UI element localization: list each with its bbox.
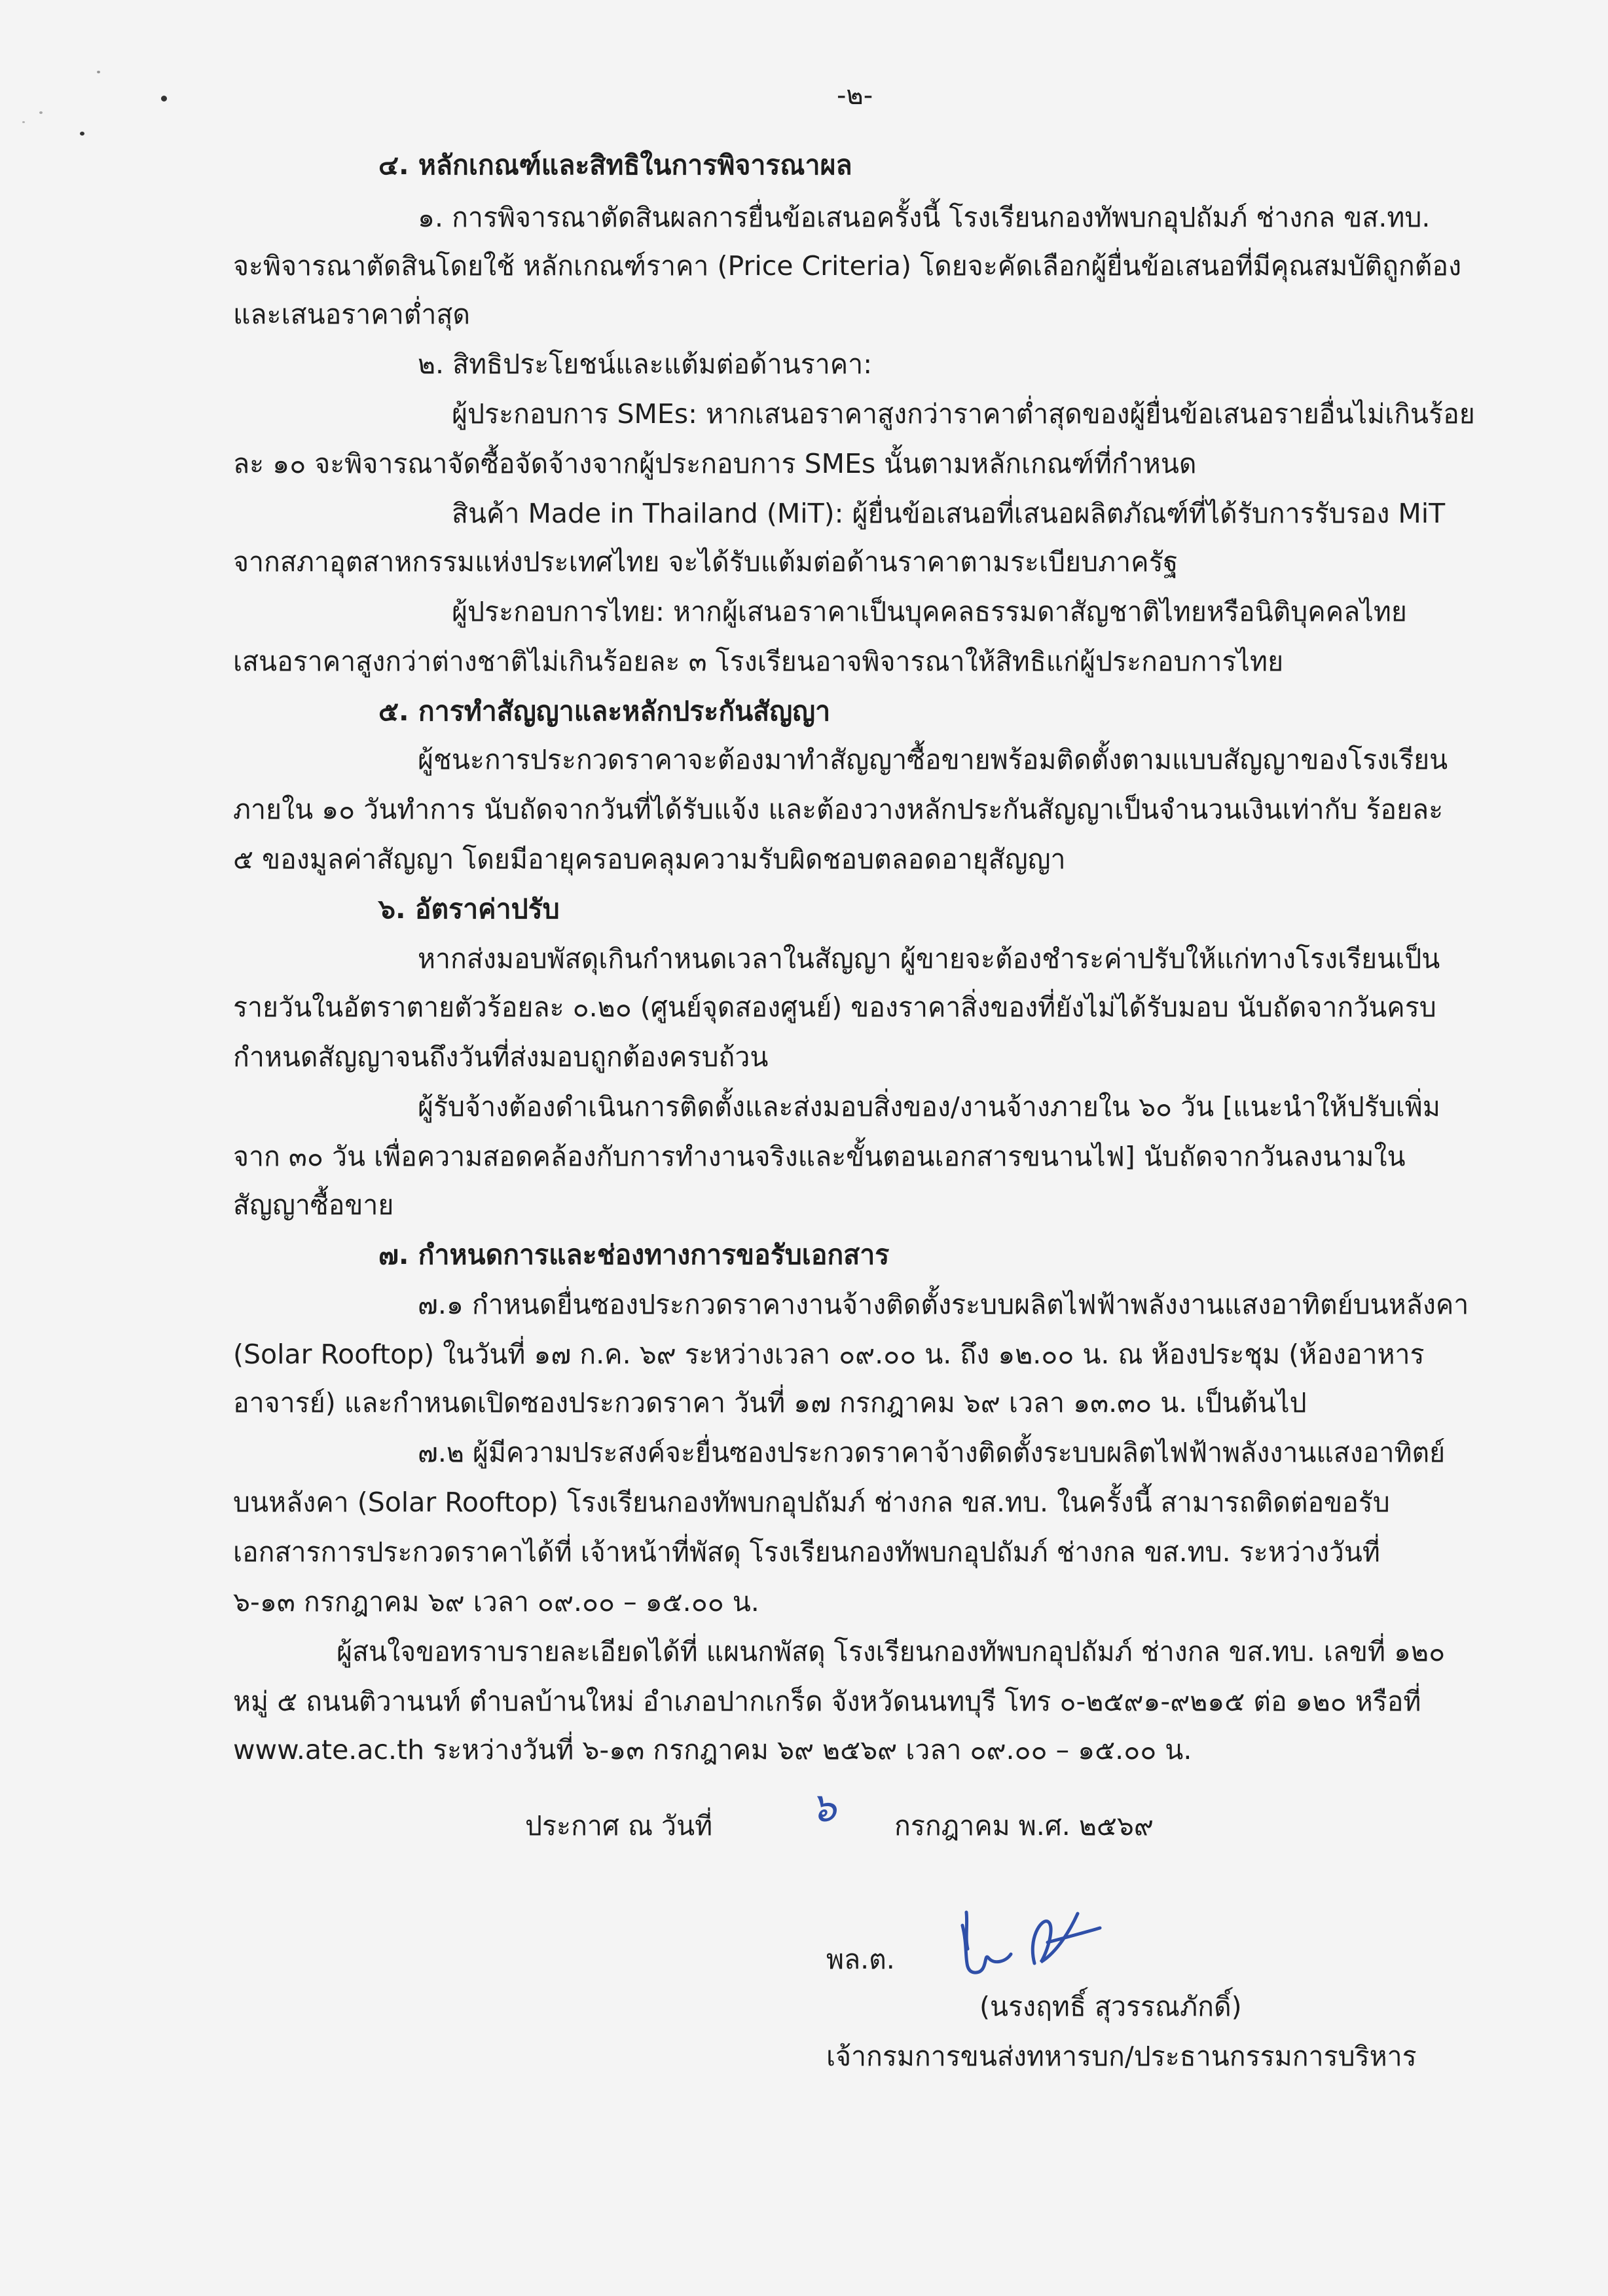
contact-line3: www.ate.ac.th ระหว่างวันที่ ๖-๑๓ กรกฎาคม ๖๙ ๒๕๖๙ เวลา ๐๙.๐๐ – ๑๕.๐๐ น. <box>233 1734 1192 1766</box>
s4-p1-line3: และเสนอราคาต่ำสุด <box>233 299 471 330</box>
handwritten-day: ๖ <box>811 1783 837 1831</box>
s7-p2-line3: เอกสารการประกวดราคาได้ที่ เจ้าหน้าที่พัสดุ โรงเรียนกองทัพบกอุปถัมภ์ ช่างกล ขส.ทบ. ระหว่างวันที่ <box>233 1536 1380 1568</box>
s6-p2-line3: สัญญาซื้อขาย <box>233 1189 394 1221</box>
s6-p1-line1: หากส่งมอบพัสดุเกินกำหนดเวลาในสัญญา ผู้ขายจะต้องชำระค่าปรับให้แก่ทางโรงเรียนเป็น <box>418 943 1440 974</box>
section-4-heading: ๔. หลักเกณฑ์และสิทธิในการพิจารณาผล <box>378 149 852 181</box>
s4-p1-line1: ๑. การพิจารณาตัดสินผลการยื่นข้อเสนอครั้งนี้ โรงเรียนกองทัพบกอุปถัมภ์ ช่างกล ขส.ทบ. <box>418 202 1431 233</box>
signature-position: เจ้ากรมการขนส่งทหารบก/ประธานกรรมการบริหาร <box>826 2041 1417 2072</box>
handwritten-signature <box>943 1899 1113 1984</box>
s7-p1-line2: (Solar Rooftop) ในวันที่ ๑๗ ก.ค. ๖๙ ระหว่างเวลา ๐๙.๐๐ น. ถึง ๑๒.๐๐ น. ณ ห้องประชุม (ห้องอาหาร <box>233 1339 1425 1370</box>
s4-p2-title: ๒. สิทธิประโยชน์และแต้มต่อด้านราคา: <box>418 348 873 380</box>
section-7-heading: ๗. กำหนดการและช่องทางการขอรับเอกสาร <box>378 1239 890 1270</box>
s4-thai-line1: ผู้ประกอบการไทย: หากผู้เสนอราคาเป็นบุคคลธรรมดาสัญชาติไทยหรือนิติบุคคลไทย <box>452 596 1407 627</box>
s7-p1-line1: ๗.๑ กำหนดยื่นซองประกวดราคางานจ้างติดตั้งระบบผลิตไฟฟ้าพลังงานแสงอาทิตย์บนหลังคา <box>418 1289 1469 1320</box>
announce-suffix: กรกฎาคม พ.ศ. ๒๕๖๙ <box>894 1810 1154 1842</box>
contact-line1: ผู้สนใจขอทราบรายละเอียดได้ที่ แผนกพัสดุ โรงเรียนกองทัพบกอุปถัมภ์ ช่างกล ขส.ทบ. เลขที่ ๑๒๐ <box>337 1636 1446 1667</box>
signature-name: (นรงฤทธิ์ สุวรรณภักดิ์) <box>979 1991 1242 2022</box>
s4-sme-line2: ละ ๑๐ จะพิจารณาจัดซื้อจัดจ้างจากผู้ประกอบการ SMEs นั้นตามหลักเกณฑ์ที่กำหนด <box>233 448 1197 479</box>
s5-line1: ผู้ชนะการประกวดราคาจะต้องมาทำสัญญาซื้อขายพร้อมติดตั้งตามแบบสัญญาของโรงเรียน <box>418 744 1448 775</box>
s6-p2-line2: จาก ๓๐ วัน เพื่อความสอดคล้องกับการทำงานจริงและขั้นตอนเอกสารขนานไฟ] นับถัดจากวันลงนามใน <box>233 1141 1406 1172</box>
s6-p2-line1: ผู้รับจ้างต้องดำเนินการติดตั้งและส่งมอบสิ่งของ/งานจ้างภายใน ๖๐ วัน [แนะนำให้ปรับเพิ่ม <box>418 1091 1440 1122</box>
s7-p2-line1: ๗.๒ ผู้มีความประสงค์จะยื่นซองประกวดราคาจ้างติดตั้งระบบผลิตไฟฟ้าพลังงานแสงอาทิตย์ <box>418 1437 1446 1468</box>
scan-dot <box>97 71 100 73</box>
s6-p1-line2: รายวันในอัตราตายตัวร้อยละ ๐.๒๐ (ศูนย์จุดสองศูนย์) ของราคาสิ่งของที่ยังไม่ได้รับมอบ นับถัดจากวันครบ <box>233 991 1436 1023</box>
page-number: -๒- <box>837 81 873 111</box>
s7-p1-line3: อาจารย์) และกำหนดเปิดซองประกวดราคา วันที่ ๑๗ กรกฎาคม ๖๙ เวลา ๑๓.๓๐ น. เป็นต้นไป <box>233 1387 1307 1418</box>
s4-thai-line2: เสนอราคาสูงกว่าต่างชาติไม่เกินร้อยละ ๓ โรงเรียนอาจพิจารณาให้สิทธิแก่ผู้ประกอบการไทย <box>233 646 1284 677</box>
s5-line2: ภายใน ๑๐ วันทำการ นับถัดจากวันที่ได้รับแจ้ง และต้องวางหลักประกันสัญญาเป็นจำนวนเงินเท่ากับ ร้อยละ <box>233 794 1444 825</box>
s4-mit-line1: สินค้า Made in Thailand (MiT): ผู้ยื่นข้อเสนอที่เสนอผลิตภัณฑ์ที่ได้รับการรับรอง MiT <box>452 498 1446 529</box>
announce-prefix: ประกาศ ณ วันที่ <box>525 1810 713 1842</box>
scan-dot <box>161 96 167 102</box>
contact-line2: หมู่ ๕ ถนนติวานนท์ ตำบลบ้านใหม่ อำเภอปากเกร็ด จังหวัดนนทบุรี โทร ๐-๒๕๙๑-๙๒๑๕ ต่อ ๑๒๐ หรือที่ <box>233 1686 1421 1717</box>
section-6-heading: ๖. อัตราค่าปรับ <box>378 893 560 925</box>
s5-line3: ๕ ของมูลค่าสัญญา โดยมีอายุครอบคลุมความรับผิดชอบตลอดอายุสัญญา <box>233 843 1066 875</box>
scan-dot <box>39 111 43 114</box>
s4-p1-line2: จะพิจารณาตัดสินโดยใช้ หลักเกณฑ์ราคา (Price Criteria) โดยจะคัดเลือกผู้ยื่นข้อเสนอที่มีคุณสมบัติถูกต้อง <box>233 250 1461 282</box>
signature-rank: พล.ต. <box>826 1944 895 1975</box>
s4-sme-line1: ผู้ประกอบการ SMEs: หากเสนอราคาสูงกว่าราคาต่ำสุดของผู้ยื่นข้อเสนอรายอื่นไม่เกินร้อย <box>452 398 1475 430</box>
s7-p2-line2: บนหลังคา (Solar Rooftop) โรงเรียนกองทัพบกอุปถัมภ์ ช่างกล ขส.ทบ. ในครั้งนี้ สามารถติดต่อขอรับ <box>233 1487 1390 1518</box>
scan-dot <box>22 121 25 123</box>
s4-mit-line2: จากสภาอุตสาหกรรมแห่งประเทศไทย จะได้รับแต้มต่อด้านราคาตามระเบียบภาครัฐ <box>233 546 1179 578</box>
scan-dot <box>80 132 84 136</box>
section-5-heading: ๕. การทำสัญญาและหลักประกันสัญญา <box>378 695 831 727</box>
s6-p1-line3: กำหนดสัญญาจนถึงวันที่ส่งมอบถูกต้องครบถ้วน <box>233 1041 769 1073</box>
s7-p2-line4: ๖-๑๓ กรกฎาคม ๖๙ เวลา ๐๙.๐๐ – ๑๕.๐๐ น. <box>233 1586 759 1618</box>
